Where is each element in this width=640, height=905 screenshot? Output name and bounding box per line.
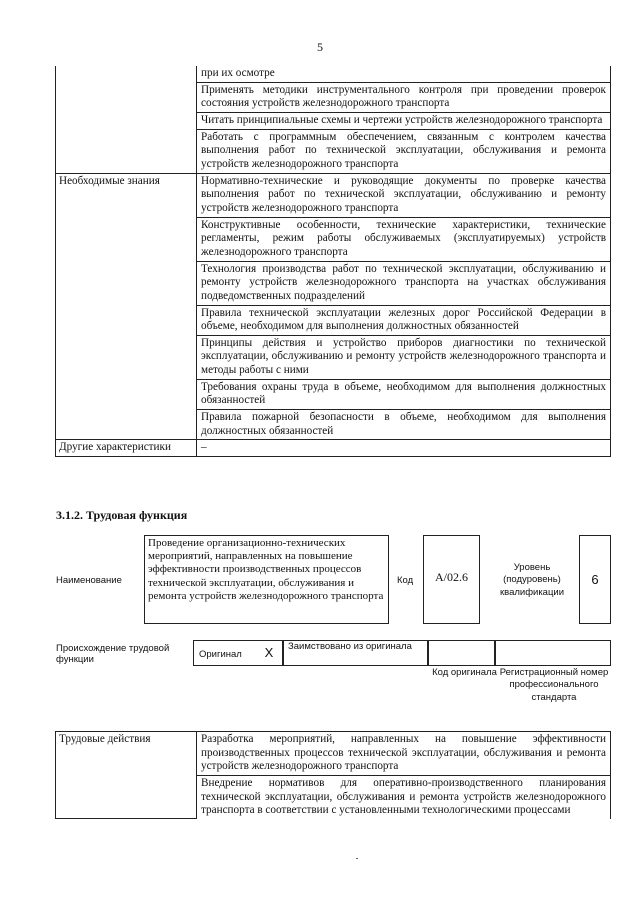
original-mark: X bbox=[264, 645, 274, 660]
other-item: – bbox=[197, 440, 611, 457]
table-row bbox=[56, 440, 611, 457]
knowledge-item: Конструктивные особенности, технические характеристики, технические регламенты, режим работы обслуживаемых (эксплуатируемых) устройств железнодорожного транспорта bbox=[197, 217, 611, 261]
knowledge-item: Принципы действия и устройство приборов диагностики по технической эксплуатации, обслуживанию и ремонту устройств железнодорожного транспорта и методы работы с ними bbox=[197, 335, 611, 379]
origin-label: Происхождение трудовой функции bbox=[56, 643, 170, 666]
skill-item: при их осмотре bbox=[197, 66, 611, 82]
skill-item: Читать принципиальные схемы и чертежи устройств железнодорожного транспорта bbox=[197, 112, 611, 129]
registration-number-label: Регистрационный номер профессионального стандарта bbox=[499, 667, 609, 703]
action-item: Внедрение нормативов для оперативно-производственного планирования технической эксплуатации, обслуживания и ремонта устройств железнодорожного транспорта в соответствии с установленными технологическими процессами bbox=[197, 775, 611, 818]
row-label-other: Другие характеристики bbox=[56, 440, 197, 457]
section-title: 3.1.2. Трудовая функция bbox=[56, 508, 188, 522]
knowledge-item: Нормативно-технические и руководящие документы по проверке качества выполнения работ по технической эксплуатации, обслуживанию и ремонту устройств железнодорожного транспорта bbox=[197, 173, 611, 217]
row-label-actions: Трудовые действия bbox=[56, 732, 197, 819]
original-cell: Оригинал bbox=[193, 640, 283, 666]
code-original-cell bbox=[428, 640, 495, 666]
level-value-box: 6 bbox=[579, 535, 611, 624]
knowledge-item: Правила пожарной безопасности в объеме, необходимом для выполнения должностных обязанностей bbox=[197, 410, 611, 440]
level-label: Уровень (подуровень) квалификации bbox=[499, 562, 565, 598]
scan-speck bbox=[356, 858, 358, 859]
knowledge-item: Правила технической эксплуатации железных дорог Российской Федерации в объеме, необходимом для выполнения должностных обязанностей bbox=[197, 305, 611, 335]
function-name-box: Проведение организационно-технических мероприятий, направленных на повышение эффективности производственных процессов технической эксплуатации, обслуживания и ремонта устройств железнодорожного транспорта bbox=[144, 535, 389, 624]
table-row bbox=[56, 732, 611, 776]
code-label: Код bbox=[397, 575, 414, 586]
knowledge-item: Технология производства работ по технической эксплуатации, обслуживанию и ремонту устройств железнодорожного транспорта на участках обслуживания подведомственных подразделений bbox=[197, 261, 611, 305]
name-label: Наименование bbox=[56, 575, 122, 586]
actions-table bbox=[55, 731, 611, 819]
row-label-knowledge: Необходимые знания bbox=[56, 173, 197, 440]
table-row bbox=[56, 173, 611, 217]
table-row bbox=[56, 66, 611, 82]
code-original-label: Код оригинала bbox=[432, 667, 497, 678]
origin-row bbox=[193, 640, 611, 666]
row-label bbox=[56, 66, 197, 173]
action-item: Разработка мероприятий, направленных на повышение эффективности производственных процессов технической эксплуатации, обслуживания и ремонта устройств железнодорожного транспорта bbox=[197, 732, 611, 776]
skill-item: Применять методики инструментального контроля при проведении проверок состояния устройств железнодорожного транспорта bbox=[197, 82, 611, 112]
page-number: 5 bbox=[317, 40, 323, 54]
knowledge-item: Требования охраны труда в объеме, необходимом для выполнения должностных обязанностей bbox=[197, 379, 611, 409]
requirements-table bbox=[55, 66, 611, 457]
function-code-box: A/02.6 bbox=[423, 535, 480, 624]
registration-number-cell bbox=[495, 640, 611, 666]
borrowed-cell: Заимствовано из оригинала bbox=[283, 640, 428, 666]
skill-item: Работать с программным обеспечением, связанным с контролем качества выполнения работ по технической эксплуатации, обслуживания и ремонта устройств железнодорожного транспорта bbox=[197, 129, 611, 173]
